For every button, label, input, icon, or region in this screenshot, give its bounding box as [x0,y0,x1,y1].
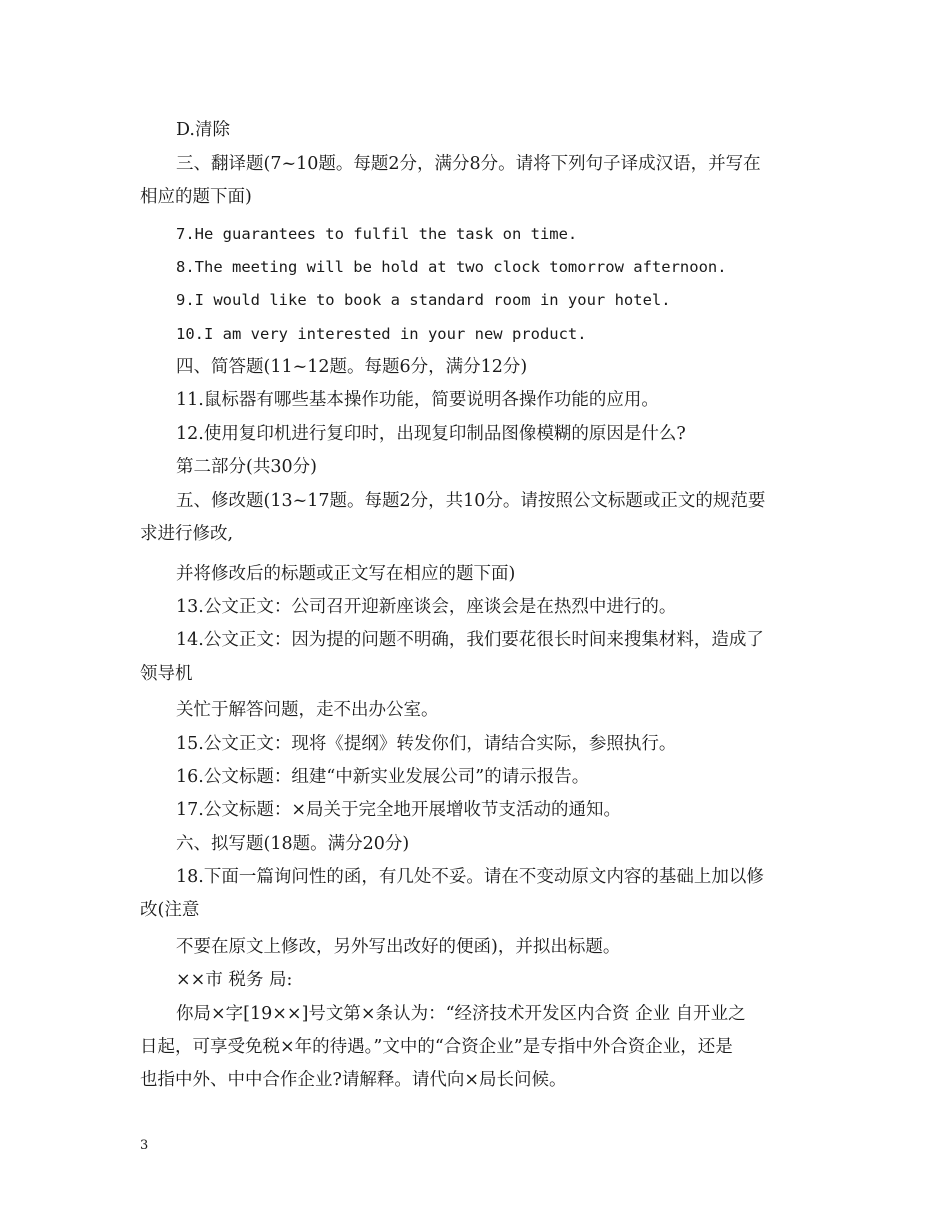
letter-body-line-1: 你局×字[19××]号文第×条认为：“经济技术开发区内合资 企业 自开业之 [176,1004,746,1024]
section-3-heading-cont: 相应的题下面) [140,187,252,207]
question-8: 8.The meeting will be hold at two clock tomorrow afternoon. [176,258,727,276]
question-18-cont: 改(注意 [140,900,200,920]
question-18-cont-2: 不要在原文上修改，另外写出改好的便函)，并拟出标题。 [176,937,621,957]
question-12: 12.使用复印机进行复印时，出现复印制品图像模糊的原因是什么? [176,424,686,444]
section-5-instruction: 并将修改后的标题或正文写在相应的题下面) [176,564,516,584]
question-13: 13.公文正文：公司召开迎新座谈会，座谈会是在热烈中进行的。 [176,597,677,617]
letter-salutation: ××市 税务 局: [176,970,293,990]
section-3-heading: 三、翻译题(7~10题。每题2分，满分8分。请将下列句子译成汉语，并写在 [176,154,761,174]
question-9: 9.I would like to book a standard room in your hotel. [176,291,671,309]
question-14: 14.公文正文：因为提的问题不明确，我们要花很长时间来搜集材料，造成了 [176,630,764,650]
question-16: 16.公文标题：组建“中新实业发展公司”的请示报告。 [176,767,590,787]
question-14-cont: 领导机 [140,664,193,684]
question-17: 17.公文标题：×局关于完全地开展增收节支活动的通知。 [176,800,621,820]
part-2-heading: 第二部分(共30分) [176,457,317,477]
question-14-cont-2: 关忙于解答问题，走不出办公室。 [176,700,439,720]
question-10: 10.I am very interested in your new product. [176,325,587,343]
section-5-heading: 五、修改题(13~17题。每题2分，共10分。请按照公文标题或正文的规范要 [176,491,766,511]
letter-body-line-2: 日起，可享受免税×年的待遇。”文中的“合资企业”是专指中外合资企业，还是 [140,1037,733,1057]
letter-body-line-3: 也指中外、中中合作企业?请解释。请代向×局长问候。 [140,1070,567,1090]
section-5-heading-cont: 求进行修改, [140,524,234,544]
question-11: 11.鼠标器有哪些基本操作功能，简要说明各操作功能的应用。 [176,390,659,410]
section-4-heading: 四、简答题(11~12题。每题6分，满分12分) [176,357,528,377]
question-15: 15.公文正文：现将《提纲》转发你们，请结合实际，参照执行。 [176,734,677,754]
section-6-heading: 六、拟写题(18题。满分20分) [176,834,410,854]
question-18: 18.下面一篇询问性的函，有几处不妥。请在不变动原文内容的基础上加以修 [176,867,764,887]
option-d-line: D.清除 [176,120,230,140]
page-number: 3 [140,1138,149,1153]
question-7: 7.He guarantees to fulfil the task on time. [176,225,578,243]
